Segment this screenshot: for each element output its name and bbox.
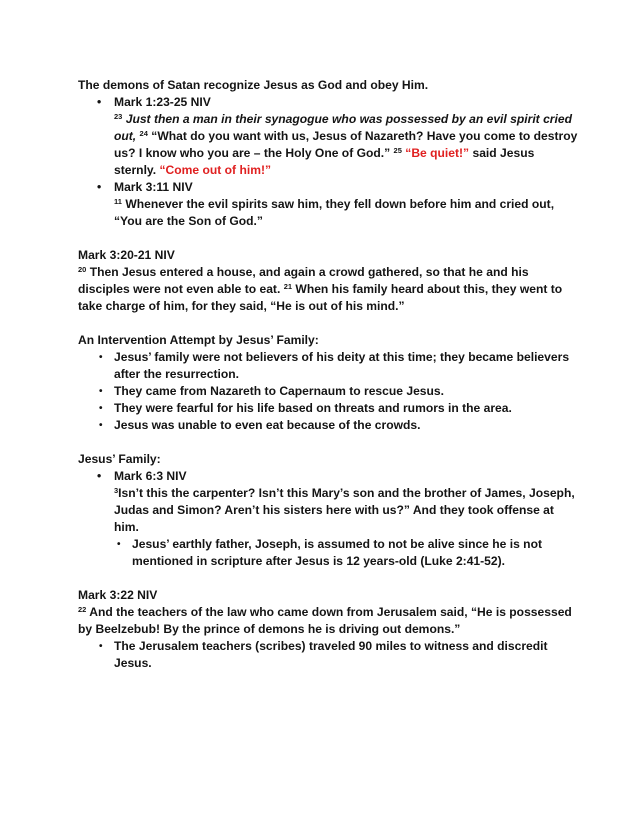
scripture-reference: Mark 6:3 NIV [114,469,187,483]
bullet-dot-icon: • [97,180,102,194]
document-page [78,77,578,672]
list-item-text: Jesus’ earthly father, Joseph, is assumed to not be alive since he is not mentioned in scripture after Jesus is 12 years-old (Luke 2:41-52). [132,537,542,568]
bullet-dot-icon: • [97,469,102,483]
verse-number: 22 [78,605,87,614]
bullet-item-mark-6-3 [78,468,578,485]
verse-text: “What do you want with us, Jesus of Nazareth? Have you come to destroy us? I know who you are – the Holy One of God.” [114,129,578,160]
scripture-passage-mark-1-23 [78,111,578,179]
section-heading-demons: The demons of Satan recognize Jesus as God and obey Him. [78,78,429,92]
list-item [78,417,578,434]
list-item-text: They came from Nazareth to Capernaum to rescue Jesus. [114,384,445,398]
bullet-dot-icon: • [99,386,103,397]
red-letter-text: “Come out of him!” [159,163,272,177]
verse-text: Just then a man in their synagogue who was possessed by an evil spirit cried out, [114,112,572,143]
scripture-reference: Mark 1:23-25 NIV [114,95,211,109]
bullet-dot-icon: • [117,539,121,550]
red-letter-text: “Be quiet!” [405,146,470,160]
scripture-passage-mark-3-11 [78,196,578,230]
verse-number: 25 [393,146,402,155]
scripture-passage-mark-6-3 [78,485,578,536]
bullet-dot-icon: • [99,420,103,431]
bullet-dot-icon: • [99,352,103,363]
sub-list-item [78,536,578,570]
list-item [78,400,578,417]
scripture-reference-mark-3-20: Mark 3:20-21 NIV [78,248,175,262]
scripture-passage-mark-3-22 [78,604,578,638]
verse-number: 24 [139,129,148,138]
verse-number: 3 [114,486,119,495]
list-item-text: The Jerusalem teachers (scribes) traveled 90 miles to witness and discredit Jesus. [114,639,548,670]
scripture-reference: Mark 3:11 NIV [114,180,193,194]
list-item [78,383,578,400]
verse-text: When his family heard about this, they went to take charge of him, for they said, “He is out of his mind.” [78,282,563,313]
verse-number: 11 [114,197,122,206]
verse-number: 20 [78,265,87,274]
section-heading-family: Jesus’ Family: [78,452,161,466]
bullet-dot-icon: • [99,641,103,652]
list-item-text: Jesus was unable to even eat because of the crowds. [114,418,421,432]
verse-number: 21 [283,282,293,291]
list-item-text: They were fearful for his life based on threats and rumors in the area. [114,401,512,415]
scripture-reference-mark-3-22: Mark 3:22 NIV [78,588,158,602]
list-item [78,349,578,383]
verse-text: Then Jesus entered a house, and again a crowd gathered, so that he and his disciples were not even able to eat. [78,265,529,296]
bullet-dot-icon: • [97,95,102,109]
list-item [78,638,578,672]
verse-text: said Jesus sternly. [114,146,535,177]
verse-text: Isn’t this the carpenter? Isn’t this Mary’s son and the brother of James, Joseph, Judas and Simon? Aren’t his sisters here with us?” And they took offense at him. [114,486,575,534]
list-item-text: Jesus’ family were not believers of his deity at this time; they became believers after the resurrection. [114,350,570,381]
bullet-dot-icon: • [99,403,103,414]
bullet-item-mark-3-11 [78,179,578,196]
section-heading-intervention: An Intervention Attempt by Jesus’ Family: [78,333,319,347]
verse-number: 23 [114,112,123,121]
verse-text: And the teachers of the law who came down from Jerusalem said, “He is possessed by Beelzebub! By the prince of demons he is driving out demons.” [78,605,572,636]
verse-text: Whenever the evil spirits saw him, they fell down before him and cried out, “You are the Son of God.” [114,197,555,228]
bullet-item-mark-1-23 [78,94,578,111]
scripture-passage-mark-3-20 [78,264,578,315]
